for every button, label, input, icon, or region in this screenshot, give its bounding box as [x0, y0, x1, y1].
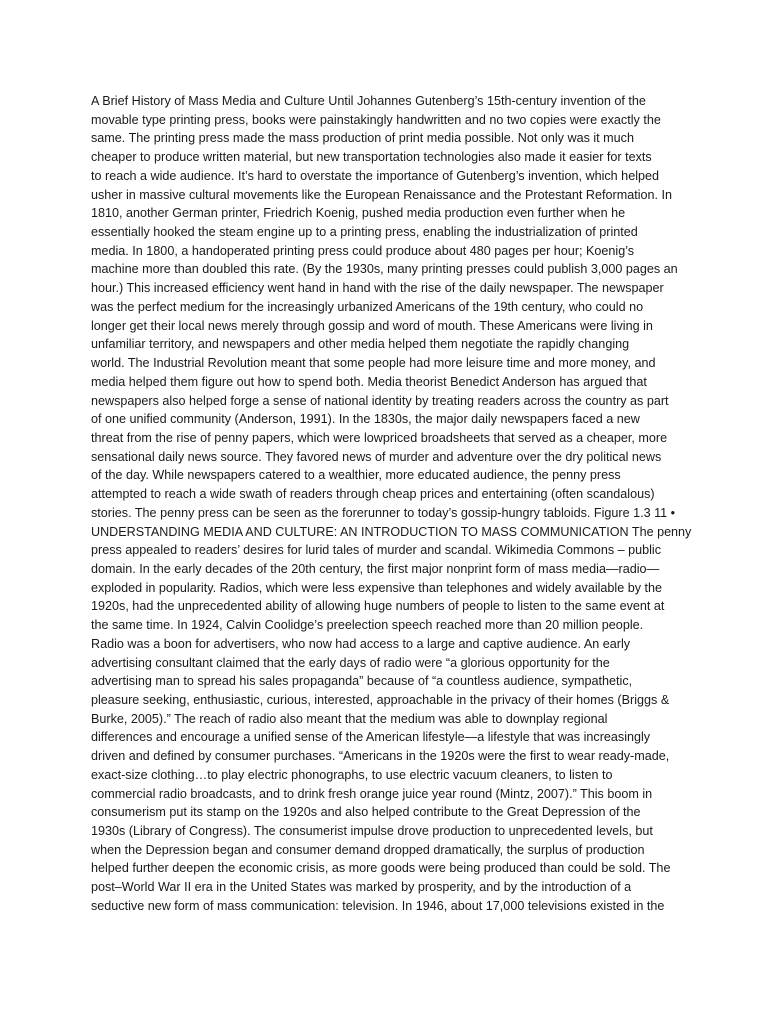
text-line: A Brief History of Mass Media and Culture Until Johannes Gutenberg’s 15th-century invention of the: [91, 94, 646, 108]
text-line: differences and encourage a unified sense of the American lifestyle—a lifestyle that was increasingly: [91, 730, 651, 745]
text-line: same. The printing press made the mass production of print media possible. Not only was it much: [91, 131, 634, 146]
body-text: [91, 92, 691, 916]
text-line: of one unified community (Anderson, 1991). In the 1830s, the major daily newspapers faced a new: [91, 412, 640, 427]
text-line: media helped them figure out how to spend both. Media theorist Benedict Anderson has argued that: [91, 374, 647, 389]
text-line: press appealed to readers’ desires for lurid tales of murder and scandal. Wikimedia Commons – public: [91, 543, 662, 558]
text-line: movable type printing press, books were painstakingly handwritten and no two copies were exactly the: [91, 112, 661, 127]
text-line: longer get their local news merely through gossip and word of mouth. These Americans were living in: [91, 318, 653, 333]
text-line: pleasure seeking, enthusiastic, curious, interested, approachable in the privacy of their homes (Briggs &: [91, 693, 670, 707]
text-line: the same time. In 1924, Calvin Coolidge’s preelection speech reached more than 20 million people.: [91, 618, 644, 633]
text-line: commercial radio broadcasts, and to drink fresh orange juice year round (Mintz, 2007).” This boom in: [91, 786, 653, 801]
text-line: sensational daily news source. They favored news of murder and adventure over the dry political news: [91, 449, 662, 464]
text-line: unfamiliar territory, and newspapers and other media helped them negotiate the rapidly changing: [91, 337, 630, 352]
text-line: was the perfect medium for the increasingly urbanized Americans of the 19th century, who could no: [91, 299, 644, 314]
text-line: 1930s (Library of Congress). The consumerist impulse drove production to unprecedented levels, but: [91, 824, 653, 839]
text-line: exploded in popularity. Radios, which were less expensive than telephones and widely available by the: [91, 580, 663, 595]
text-line: Radio was a boon for advertisers, who now had access to a large and captive audience. An early: [91, 636, 631, 651]
text-line: to reach a wide audience. It’s hard to overstate the importance of Gutenberg’s invention, which helped: [91, 168, 660, 183]
text-line: of the day. While newspapers catered to a wealthier, more educated audience, the penny press: [91, 468, 621, 483]
text-line: newspapers also helped forge a sense of national identity by treating readers across the country as part: [91, 393, 669, 408]
text-line: threat from the rise of penny papers, which were lowpriced broadsheets that served as a cheaper, more: [91, 430, 668, 445]
text-line: stories. The penny press can be seen as the forerunner to today’s gossip-hungry tabloids. Figure 1.3 11 •: [91, 505, 676, 520]
text-line: helped further deepen the economic crisis, as more goods were being produced than could be sold. The: [91, 861, 671, 876]
text-line: cheaper to produce written material, but new transportation technologies also made it easier for texts: [91, 150, 652, 165]
text-line: world. The Industrial Revolution meant that some people had more leisure time and more money, and: [91, 356, 656, 371]
text-line: domain. In the early decades of the 20th century, the first major nonprint form of mass media—radio—: [91, 561, 660, 576]
text-line: usher in massive cultural movements like the European Renaissance and the Protestant Reformation. In: [91, 187, 673, 202]
text-line: advertising consultant claimed that the early days of radio were “a glorious opportunity for the: [91, 655, 610, 670]
text-line: essentially hooked the steam engine up to a printing press, enabling the industrialization of printed: [91, 225, 638, 240]
text-line: attempted to reach a wide swath of readers through cheap prices and entertaining (often scandalous): [91, 487, 655, 502]
text-line: when the Depression began and consumer demand dropped dramatically, the surplus of production: [91, 842, 645, 857]
text-line: UNDERSTANDING MEDIA AND CULTURE: AN INTRODUCTION TO MASS COMMUNICATION The penny: [91, 524, 692, 539]
text-line: machine more than doubled this rate. (By the 1930s, many printing presses could publish 3,000 pages an: [91, 262, 678, 277]
text-line: 1810, another German printer, Friedrich Koenig, pushed media production even further when he: [91, 206, 626, 221]
text-line: media. In 1800, a handoperated printing press could produce about 480 pages per hour; Koenig’s: [91, 243, 635, 258]
text-line: consumerism put its stamp on the 1920s and also helped contribute to the Great Depression of the: [91, 805, 641, 820]
text-line: Burke, 2005).” The reach of radio also meant that the medium was able to downplay regional: [91, 711, 608, 726]
text-line: driven and defined by consumer purchases. “Americans in the 1920s were the first to wear ready-made,: [91, 749, 670, 764]
text-line: post–World War II era in the United States was marked by prosperity, and by the introduction of a: [91, 880, 632, 895]
text-line: hour.) This increased efficiency went hand in hand with the rise of the daily newspaper. The newspaper: [91, 281, 664, 296]
text-line: seductive new form of mass communication: television. In 1946, about 17,000 televisions existed in the: [91, 898, 665, 913]
text-line: exact-size clothing…to play electric phonographs, to use electric vacuum cleaners, to listen to: [91, 767, 613, 782]
text-line: 1920s, had the unprecedented ability of allowing huge numbers of people to listen to the same event at: [91, 599, 665, 614]
text-line: advertising man to spread his sales propaganda” because of “a countless audience, sympathetic,: [91, 674, 633, 689]
